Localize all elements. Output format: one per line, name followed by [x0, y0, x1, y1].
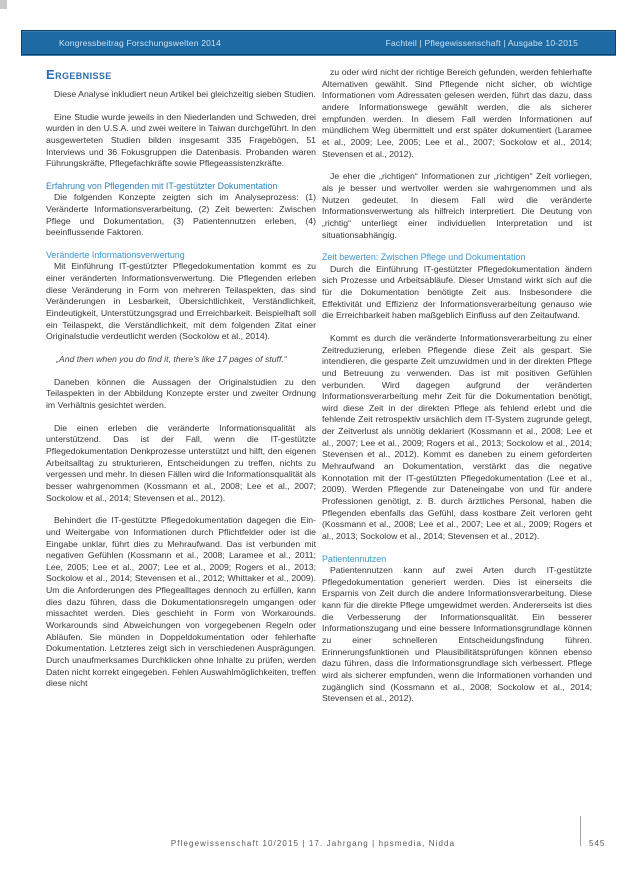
- header-bar: [21, 30, 616, 55]
- paragraph-informationswege: zu oder wird nicht der richtige Bereich gefunden, werden fehlerhafte Alternativen gewählt. Sind Pflegende nicht sicher, ob wichtige Informationen vom Adressaten gelesen werden, führt das dazu, dass andere Informationswege gewählt werden, die als sicherer empfunden werden. In diesem Fall werden Informationen auf mündlichem Weg übermittelt und erst später dokumentiert (Laramee et al., 2009; Lee, 2005; Lee et al., 2007; Sockolow et al., 2014; Stevensen et al., 2012).: [322, 67, 592, 159]
- paragraph-patientennutzen: Patientennutzen kann auf zwei Arten durch IT-gestützte Pflegedokumentation generiert werden. Dies ist einerseits die Ersparnis von Zeit durch die andere Informationsverarbeitung. Diese kann für die direkte Pflege umgewidmet werden. Andererseits ist dies die Verbesserung der Informationsqualität. Ein besserer Informationszugang und eine bessere Informationsgrundlage können zu einer schnelleren Entscheidungsfindung führen. Erinnerungsfunktionen und Plausibilitätsprüfungen können ebenso dazu führen, dass die Informationsgrundlage sich verbessert. Pflege wird als sicherer empfunden, wenn die Informationen vorhanden und zugänglich sind (Kossmann et al., 2008; Sockolow et al., 2014; Stevensen et al., 2012).: [322, 565, 592, 704]
- footer-journal-line: Pflegewissenschaft 10/2015 | 17. Jahrgang | hpsmedia, Nidda: [170, 839, 456, 848]
- page-footer: [46, 837, 606, 857]
- subheading-patientennutzen: Patientennutzen: [322, 553, 387, 564]
- subheading-zeit-bewerten: Zeit bewerten: Zwischen Pflege und Dokumentation: [322, 252, 526, 263]
- paragraph-zeitaufwand: Durch die Einführung IT-gestützter Pflegedokumentation ändern sich Prozesse und Arbeitsabläufe. Dieser Umstand wirkt sich auf die für die Dokumentation benötigte Zeit aus. Insbesondere die Effektivität und Effizienz der Informationsverarbeitung genauso wie die Erreichbarkeit haben maßgeblich Einfluss auf den Zeitaufwand.: [322, 263, 592, 321]
- scan-artifact: [0, 0, 7, 9]
- article-columns: [46, 67, 592, 705]
- paragraph-informationsqualitaet-positiv: Die einen erleben die veränderte Informationsqualität als unterstützend. Das ist der Fall, wenn die IT-gestützte Pflegedokumentation Denkprozesse unterstützt und hilft, den eigenen Arbeitsalltag zu strukturieren, Entscheidungen zu treffen, nichts zu vergessen und mehr. In diesen Fällen wird die Informationsqualität als besser wahrgenommen (Kossmann et al., 2008; Lee et al., 2007; Sockolow et al., 2014; Stevensen et al., 2012).: [46, 422, 316, 503]
- paragraph-zeitreduzierung: Kommt es durch die veränderte Informationsverarbeitung zu einer Zeitreduzierung, erleben Pflegende diese Zeit als gespart. Sie intendieren, die gesparte Zeit umzuwidmen und in der direkten Pflege und Betreuung zu verwenden. Das ist mit positiven Gefühlen verbunden. Wird dagegen aufgrund der veränderten Informationsverarbeitung mehr Zeit für die Dokumentation benötigt, wird diese Zeit in der direkten Pflege als fehlend erlebt und die fehlende Zeit retrospektiv ursächlich dem IT-System zugrunde gelegt, der Zeitverlust als unnötig deklariert (Kossmann et al., 2008; Lee et al., 2007; Lee et al., 2009; Rogers et al., 2013; Sockolow et al., 2014; Stevensen et al., 2012). Kommt es daneben zu einem geforderten Mehraufwand an Dokumentation, verstärkt das die negative Konnotation mit der IT-gestützten Pflegedokumentation (Lee et al., 2009). Werden Pflegende zur Dateneingabe von und für andere Professionen genötigt, z. B. durch ärztliches Personal, haben die Pflegenden ebenfalls das Gefühl, dass kostbare Zeit verloren geht (Kossmann et al., 2008; Lee et al., 2007; Lee et al., 2009; Rogers et al., 2013; Sockolow et al., 2014; Stevensen et al., 2012).: [322, 332, 592, 542]
- column-left: [46, 67, 316, 705]
- footer-page-number: 545: [589, 839, 606, 848]
- original-study-quote: „And then when you do find it, there’s like 17 pages of stuff.“: [56, 353, 287, 364]
- column-right: [322, 67, 592, 705]
- section-title-ergebnisse: Ergebnisse: [46, 67, 112, 82]
- paragraph-study-countries: Eine Studie wurde jeweils in den Niederlanden und Schweden, drei wurden in den U.S.A. und zwei weitere in Taiwan durchgeführt. In den ausgewerteten Studien bilden insgesamt 335 Fragebögen, 51 Interviews und 36 Fokusgruppen die Datenbasis. Probanden waren Führungskräfte, Pflegefachkräfte sowie Pflegeassistenzkräfte.: [46, 111, 316, 169]
- subheading-veraenderte-informationsverwertung: Veränderte Informationsverwertung: [46, 249, 185, 260]
- header-right-text: Fachteil | Pflegewissenschaft | Ausgabe 10-2015: [385, 37, 578, 48]
- paragraph-workarounds: Behindert die IT-gestützte Pflegedokumentation dagegen die Ein- und Weitergabe von Informationen durch Pflichtfelder oder ist die Eingabe unklar, führt dies zu Mehraufwand. Das ist verbunden mit negativen Gefühlen (Kossmann et al., 2008; Laramee et al., 2011; Lee, 2005; Lee et al., 2007; Lee et al., 2009; Rogers et al., 2013; Sockolow et al., 2014; Stevensen et al., 2012; Whittaker et al., 2009). Um die Anforderungen des Pflegealltages dennoch zu erfüllen, kann dies dazu führen, dass die Dokumentationsregeln umgangen oder missachtet werden. Dies geschieht in Form von Workarounds. Workarounds sind Abweichungen von vorgegebenen Regeln oder Abläufen. Sie münden in Doppeldokumentation oder fehlerhafte Dokumentation. Letzteres zeigt sich in verschiedenen Ausprägungen. Durch unaufmerksames Durchklicken ohne Inhalte zu prüfen, werden Daten nicht korrekt eingegeben. Fehlen Auswahlmöglichkeiten, treffen diese nicht: [46, 515, 316, 689]
- paragraph-teilaspekte: Mit Einführung IT-gestützter Pflegedokumentation kommt es zu einer veränderten Informationsverwertung. Die Pflegenden erleben diese Veränderung in Form von mehreren Teilaspekten, das sind Veränderungen in Lesbarkeit, Übersichtlichkeit, Verständlichkeit, Eindeutigkeit, Unterstützungsgrad und Erreichbarkeit. Beispielhaft soll ein Teilaspekt, die Verständlichkeit, mit dem folgenden Zitat einer Originalstudie verdeutlicht werden (Sockolow et al., 2014).: [46, 261, 316, 342]
- header-left-text: Kongressbeitrag Forschungswelten 2014: [59, 37, 221, 48]
- subheading-erfahrung-it-dokumentation: Erfahrung von Pflegenden mit IT-gestützter Dokumentation: [46, 180, 278, 191]
- paragraph-richtige-informationen: Je eher die „richtigen“ Informationen zur „richtigen“ Zeit vorliegen, als je besser und wertvoller werden sie wahrgenommen und als Nutzen gedeutet. In diesem Fall wird die veränderte Informationsverwertung als hilfreich interpretiert. Die Deutung von „richtig“ unterliegt einer individuellen Interpretation und ist situationsabhängig.: [322, 171, 592, 240]
- paragraph-konzepte-liste: Die folgenden Konzepte zeigten sich im Analyseprozess: (1) Veränderte Informationsverarbeitung, (2) Zeit bewerten: Zwischen Pflege und Dokumentation, (3) Patientennutzen erleben, (4) beeinflussende Faktoren.: [46, 192, 316, 238]
- paragraph-abbildung-verweis: Daneben können die Aussagen der Originalstudien zu den Teilaspekten in der Abbildung Konzepte erster und zweiter Ordnung im Verhältnis gesichtet werden.: [46, 376, 316, 410]
- paragraph-analysis-scope: Diese Analyse inkludiert neun Artikel bei gleichzeitig sieben Studien.: [54, 89, 316, 99]
- footer-divider: [580, 816, 581, 846]
